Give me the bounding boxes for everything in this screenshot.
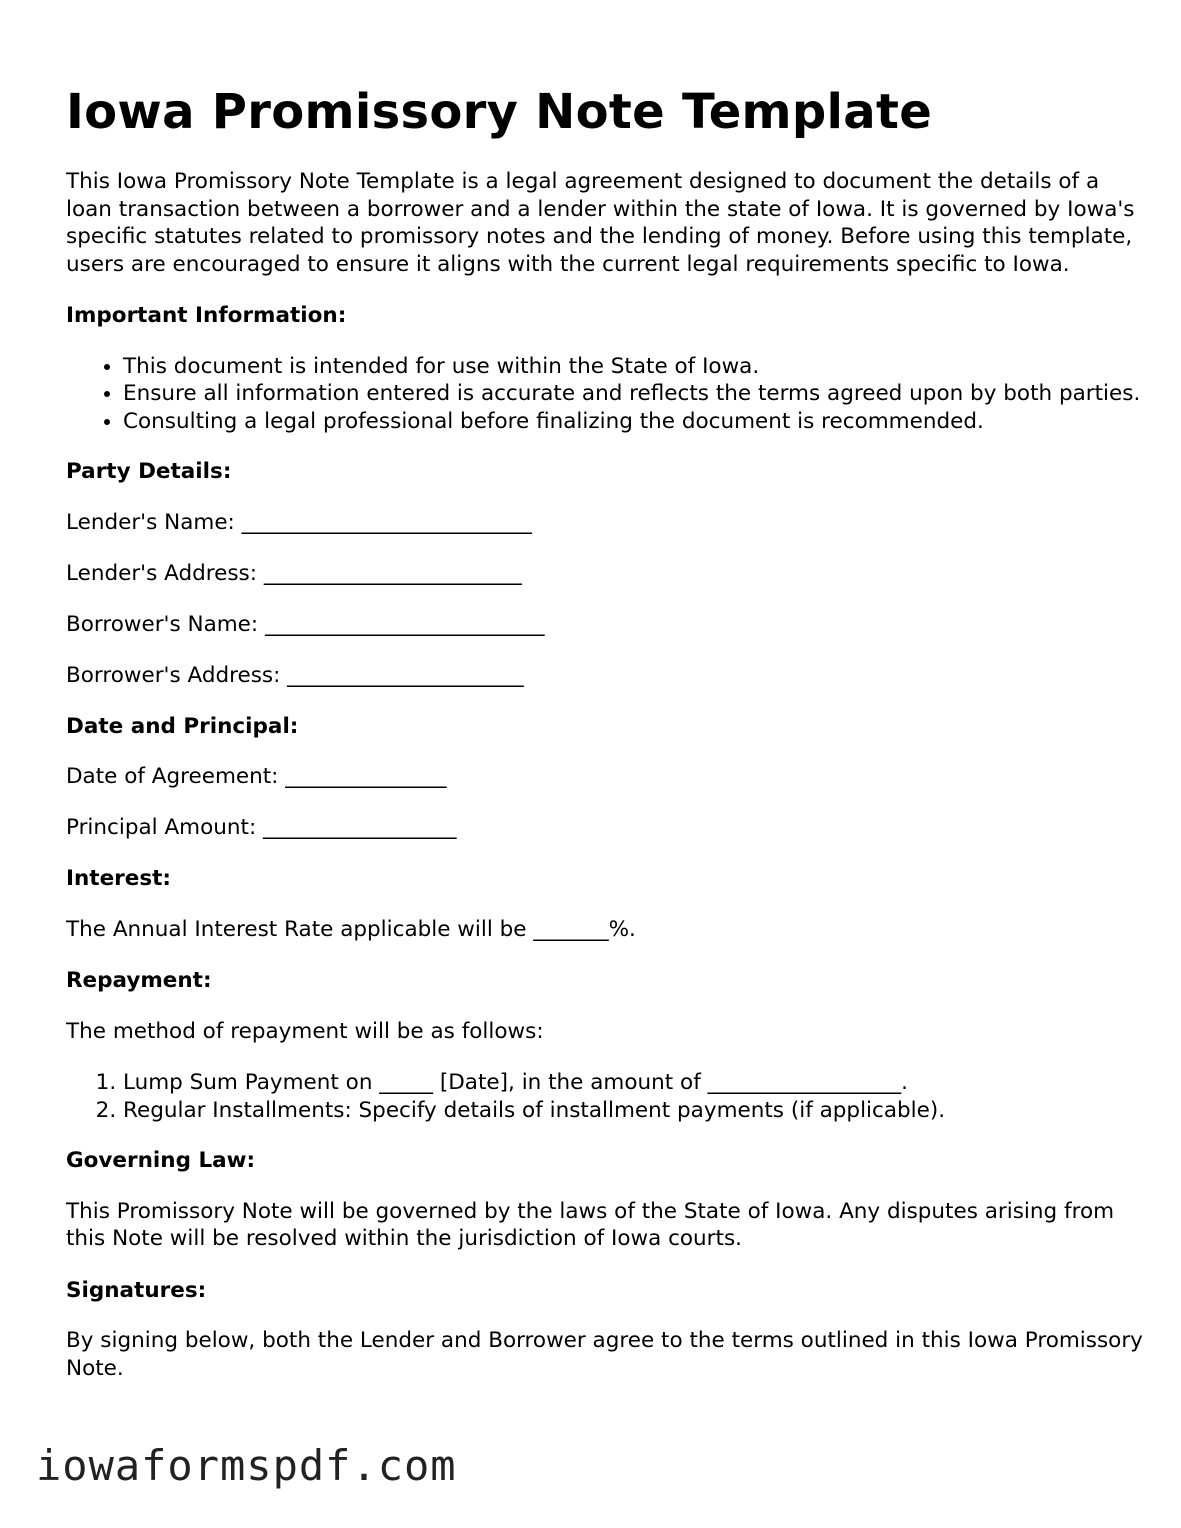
page-title: Iowa Promissory Note Template: [66, 84, 933, 140]
borrower-name-field: Borrower's Name: __________________________: [66, 611, 545, 637]
principal-amount-field: Principal Amount: __________________: [66, 815, 457, 840]
list-item: • Consulting a legal professional before finalizing the document is recommended.: [123, 408, 1146, 436]
borrower-address-field: Borrower's Address: ______________________: [66, 662, 524, 688]
interest-heading: Interest:: [66, 866, 172, 891]
list-item: • Ensure all information entered is accurate and reflects the terms agreed upon by both parties.: [123, 380, 1146, 408]
lender-name-field: Lender's Name: ___________________________: [66, 509, 532, 535]
intro-paragraph: This Iowa Promissory Note Template is a legal agreement designed to document the details of a loan transaction between a borrower and a lender within the state of Iowa. It is governed by Iowa's specific statutes related to promissory notes and the lending of money. Before using this template, users are encouraged to ensure it aligns with the current legal requirements specific to Iowa.: [66, 169, 1135, 277]
list-item: 2. Regular Installments: Specify details of installment payments (if applicable).: [123, 1097, 1146, 1125]
governing-law-heading: Governing Law:: [66, 1148, 256, 1173]
list-item: • This document is intended for use within the State of Iowa.: [123, 353, 1146, 381]
signatures-heading: Signatures:: [66, 1277, 207, 1303]
signatures-text: By signing below, both the Lender and Borrower agree to the terms outlined in this Iowa Promissory Note.: [66, 1328, 1143, 1381]
important-heading: Important Information:: [66, 303, 347, 328]
interest-text: The Annual Interest Rate applicable will be _______%.: [66, 916, 636, 942]
repayment-heading: Repayment:: [66, 968, 212, 993]
repayment-list: [66, 1069, 1146, 1124]
document-page: [66, 84, 1146, 1406]
date-of-agreement-field: Date of Agreement: _______________: [66, 764, 447, 789]
governing-law-text: This Promissory Note will be governed by the laws of the State of Iowa. Any disputes arising from this Note will be resolved within the jurisdiction of Iowa courts.: [66, 1198, 1115, 1251]
party-heading: Party Details:: [66, 459, 232, 484]
watermark-footer: iowaformspdf.com: [36, 1441, 457, 1490]
date-principal-heading: Date and Principal:: [66, 713, 299, 739]
repayment-text: The method of repayment will be as follows:: [66, 1018, 544, 1044]
important-list: [66, 353, 1146, 436]
list-item: 1. Lump Sum Payment on _____ [Date], in the amount of __________________.: [123, 1069, 1146, 1097]
lender-address-field: Lender's Address: ________________________: [66, 560, 522, 586]
